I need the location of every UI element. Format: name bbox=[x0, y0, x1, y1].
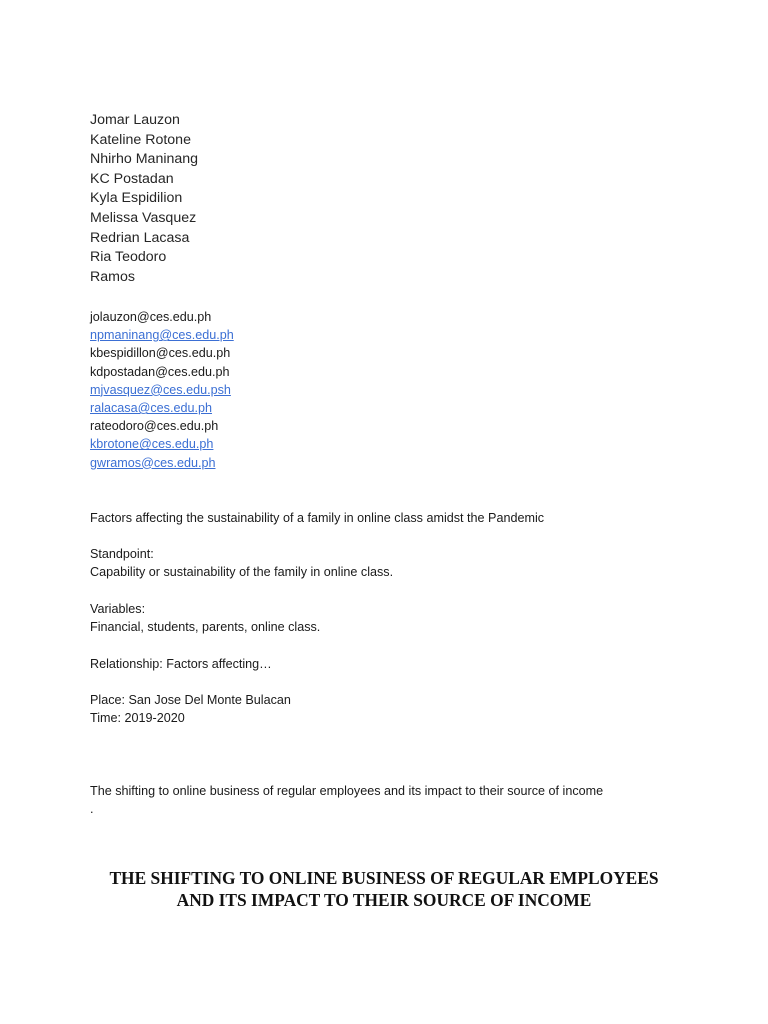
member-name: KC Postadan bbox=[90, 170, 174, 187]
email-address: kdpostadan@ces.edu.ph bbox=[90, 364, 230, 379]
member-name: Kateline Rotone bbox=[90, 131, 191, 148]
member-name: Ria Teodoro bbox=[90, 249, 167, 266]
member-name: Melissa Vasquez bbox=[90, 209, 197, 226]
second-topic-text: The shifting to online business of regular employees and its impact to their source of income bbox=[90, 784, 604, 798]
topic-text: Factors affecting the sustainability of a family in online class amidst the Pandemic bbox=[90, 511, 545, 525]
email-item bbox=[90, 435, 234, 453]
title-line: AND ITS IMPACT TO THEIR SOURCE OF INCOME bbox=[176, 890, 592, 910]
relationship-text: Relationship: Factors affecting… bbox=[90, 657, 272, 671]
email-item bbox=[90, 454, 234, 472]
research-topic bbox=[90, 509, 544, 527]
place-time-section bbox=[90, 691, 291, 727]
standpoint-section bbox=[90, 545, 393, 581]
email-link[interactable]: kbrotone@ces.edu.ph bbox=[90, 437, 214, 452]
member-emails-list bbox=[90, 308, 234, 472]
variables-label: Variables: bbox=[90, 602, 146, 616]
member-name: Redrian Lacasa bbox=[90, 229, 190, 246]
email-link[interactable]: mjvasquez@ces.edu.psh bbox=[90, 382, 231, 397]
standpoint-label: Standpoint: bbox=[90, 547, 154, 561]
standpoint-value: Capability or sustainability of the family in online class. bbox=[90, 565, 394, 580]
email-link[interactable]: ralacasa@ces.edu.ph bbox=[90, 401, 213, 416]
time-text: Time: 2019-2020 bbox=[90, 711, 185, 726]
email-address: rateodoro@ces.edu.ph bbox=[90, 419, 219, 434]
place-text: Place: San Jose Del Monte Bulacan bbox=[90, 693, 291, 707]
title-line: THE SHIFTING TO ONLINE BUSINESS OF REGULAR EMPLOYEES bbox=[109, 868, 659, 888]
email-item bbox=[90, 326, 234, 344]
email-item bbox=[90, 381, 234, 399]
second-topic-section bbox=[90, 782, 603, 818]
member-name: Ramos bbox=[90, 268, 135, 285]
document-title bbox=[0, 867, 768, 911]
email-item bbox=[90, 399, 234, 417]
member-name: Jomar Lauzon bbox=[90, 112, 180, 128]
member-name: Nhirho Maninang bbox=[90, 151, 199, 168]
email-link[interactable]: npmaninang@ces.edu.ph bbox=[90, 328, 234, 343]
member-name: Kyla Espidilion bbox=[90, 190, 183, 207]
variables-value: Financial, students, parents, online class. bbox=[90, 620, 321, 635]
relationship-section bbox=[90, 655, 272, 673]
second-topic-tail: . bbox=[90, 802, 94, 817]
email-address: jolauzon@ces.edu.ph bbox=[90, 310, 212, 324]
variables-section bbox=[90, 600, 320, 636]
member-names-list bbox=[90, 111, 198, 287]
email-address: kbespidillon@ces.edu.ph bbox=[90, 346, 231, 361]
email-link[interactable]: gwramos@ces.edu.ph bbox=[90, 455, 216, 470]
